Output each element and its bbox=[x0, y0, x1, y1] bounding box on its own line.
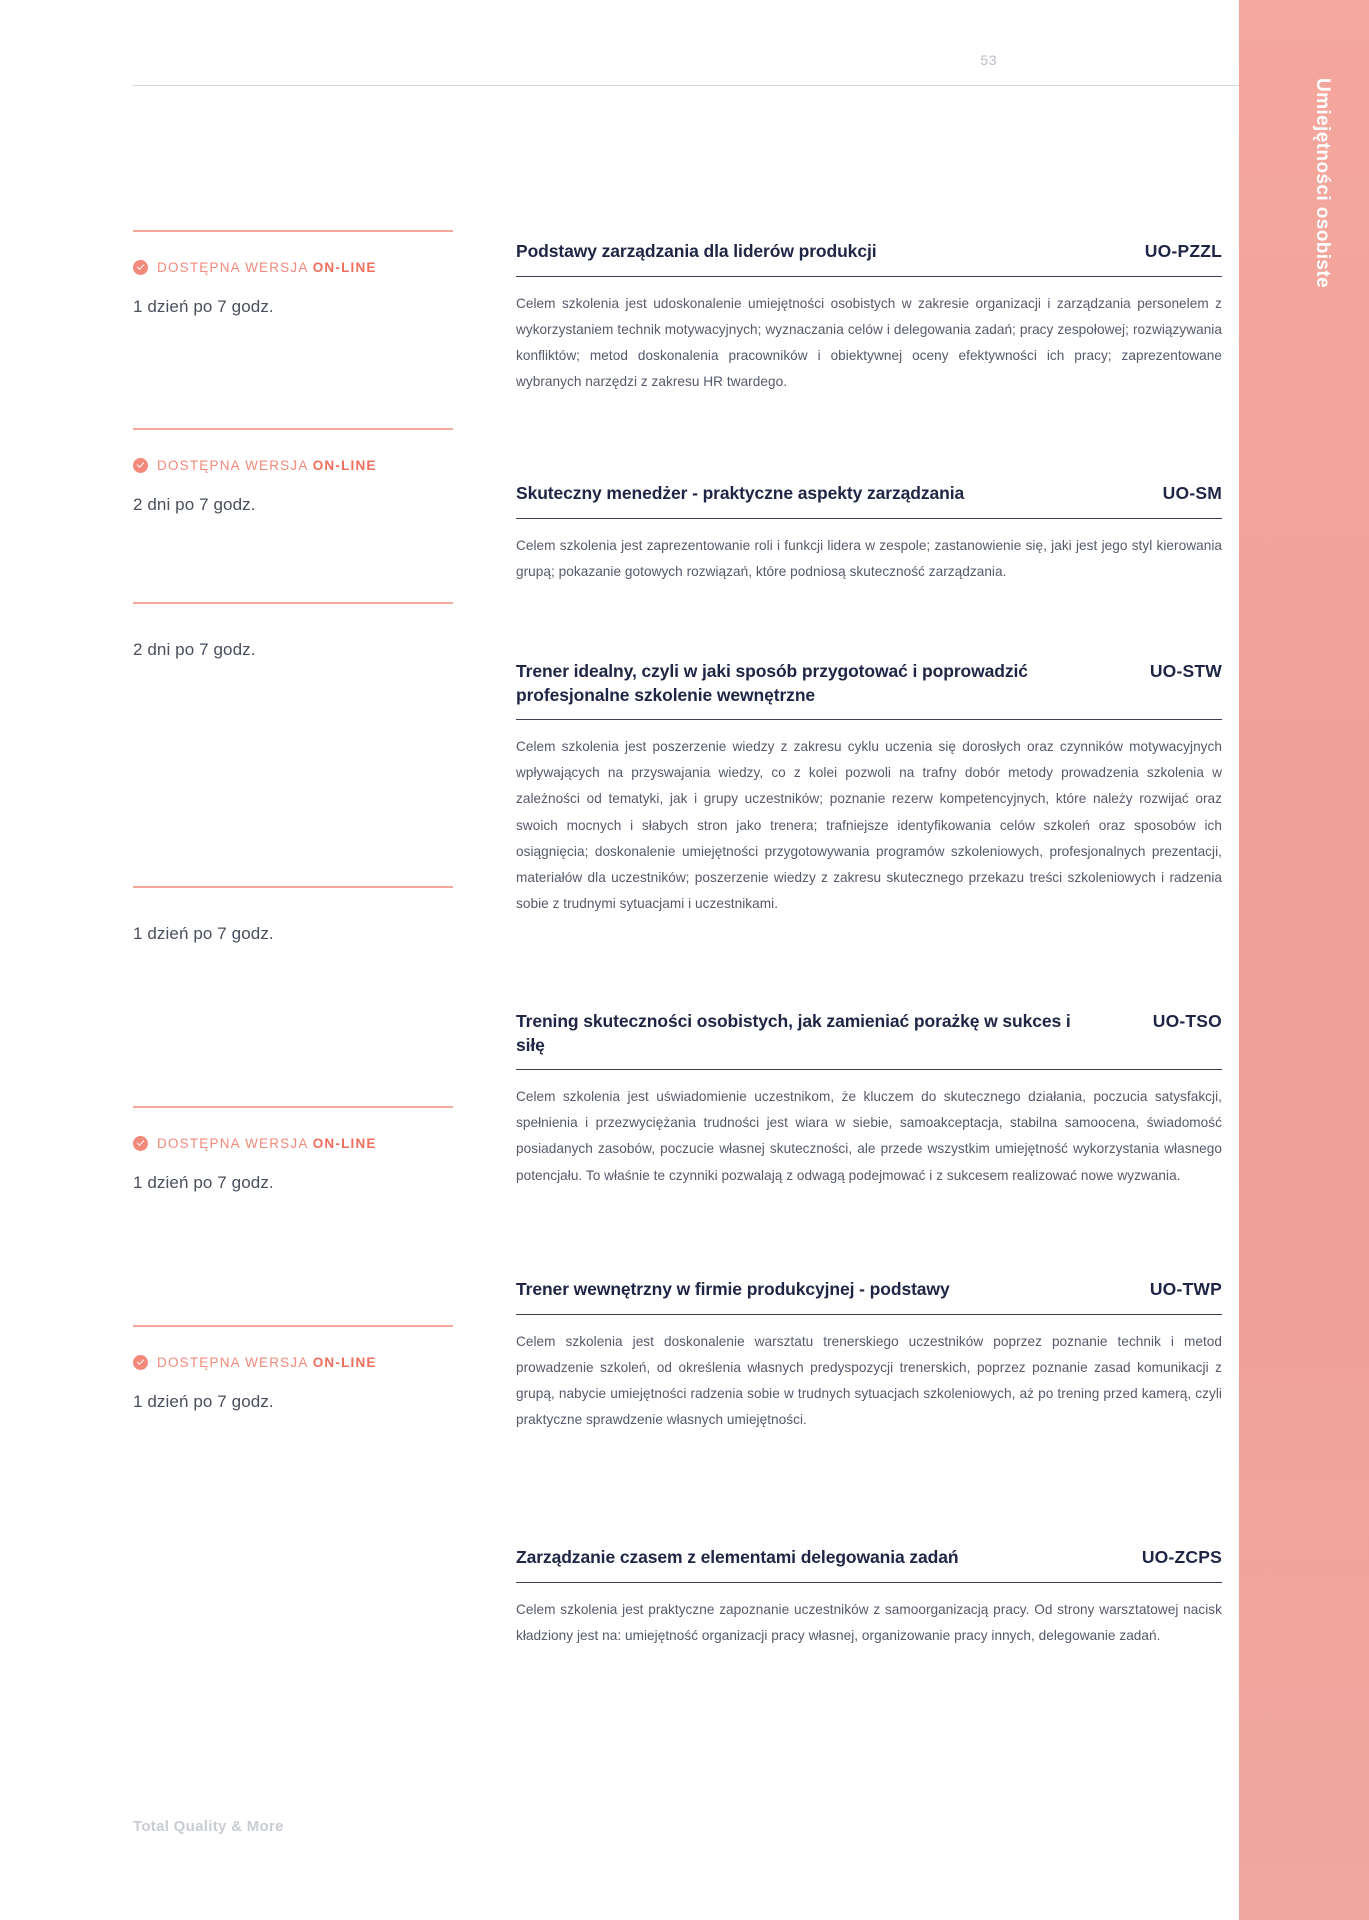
online-availability bbox=[133, 458, 453, 473]
check-circle-icon bbox=[133, 1355, 148, 1370]
course-description: Celem szkolenia jest poszerzenie wiedzy z zakresu cyklu uczenia się dorosłych oraz czynników motywacyjnych wpływających na przyswajania wiedzy, co z kolei pozwoli na trafny dobór metody prowadzenia szkolenia w zależności od tematyki, jak i grupy uczestników; poznanie rezerw kompetencyjnych, które należy rozwijać oraz swoich mocnych i słabych stron jako trenera; trafniejsze identyfikowania celów szkoleń oraz sposobów ich osiągnięcia; doskonalenie umiejętności przygotowywania programów szkoleniowych, profesjonalnych prezentacji, materiałów dla uczestników; poszerzenie wiedzy z zakresu skutecznego przekazu treści szkoleniowych i radzenia sobie z trudnymi sytuacjami i uczestnikami. bbox=[516, 739, 1222, 911]
course-header bbox=[516, 482, 1222, 506]
left-divider bbox=[133, 1106, 453, 1108]
footer-brand: Total Quality & More bbox=[133, 1818, 284, 1835]
course-code: UO-SM bbox=[1162, 483, 1222, 503]
online-availability-label: DOSTĘPNA WERSJA ON-LINE bbox=[157, 458, 377, 473]
check-circle-icon bbox=[133, 260, 148, 275]
left-info-block bbox=[133, 230, 453, 317]
course-title: Podstawy zarządzania dla liderów produkcji bbox=[516, 241, 877, 261]
course-entry bbox=[516, 1546, 1222, 1649]
course-entry bbox=[516, 1010, 1222, 1189]
header-divider bbox=[133, 85, 1239, 86]
online-availability bbox=[133, 1136, 453, 1151]
course-duration: 2 dni po 7 godz. bbox=[133, 495, 256, 514]
check-circle-icon bbox=[133, 458, 148, 473]
left-info-block bbox=[133, 1106, 453, 1193]
course-description: Celem szkolenia jest zaprezentowanie roli i funkcji lidera w zespole; zastanowienie się, jaki jest jego styl kierowania grupą; pokazanie gotowych rozwiązań, które podniosą skuteczność zarządzania. bbox=[516, 537, 1222, 579]
course-title: Trening skuteczności osobistych, jak zamieniać porażkę w sukces i siłę bbox=[516, 1011, 1071, 1055]
course-description: Celem szkolenia jest praktyczne zapoznanie uczestników z samoorganizacją pracy. Od strony warsztatowej nacisk kładziony jest na: umiejętność organizacji pracy własnej, organizowanie pracy innych, delegowanie zadań. bbox=[516, 1601, 1222, 1643]
course-duration: 1 dzień po 7 godz. bbox=[133, 297, 274, 316]
course-divider bbox=[516, 276, 1222, 277]
course-divider bbox=[516, 518, 1222, 519]
left-divider bbox=[133, 428, 453, 430]
course-code: UO-ZCPS bbox=[1141, 1547, 1222, 1567]
course-description: Celem szkolenia jest udoskonalenie umiejętności osobistych w zakresie organizacji i zarządzania personelem z wykorzystaniem technik motywacyjnych; wyznaczania celów i delegowania zadań; pracy zespołowej; rozwiązywania konfliktów; metod doskonalenia pracowników i obiektywnej oceny efektywności ich pracy; zaprezentowane wybranych narzędzi z zakresu HR twardego. bbox=[516, 295, 1222, 389]
left-divider bbox=[133, 602, 453, 604]
course-header bbox=[516, 1278, 1222, 1302]
course-divider bbox=[516, 719, 1222, 720]
course-title: Zarządzanie czasem z elementami delegowania zadań bbox=[516, 1547, 959, 1567]
course-description: Celem szkolenia jest doskonalenie warsztatu trenerskiego uczestników poprzez poznanie technik i metod prowadzenie szkoleń, od określenia własnych predyspozycji trenerskich, poprzez poznanie zasad komunikacji z grupą, nabycie umiejętności radzenia sobie w trudnych sytuacjach szkoleniowych, aż po trening przed kamerą, czyli praktyczne sprawdzenie własnych umiejętności. bbox=[516, 1333, 1222, 1427]
course-entry bbox=[516, 1278, 1222, 1433]
online-availability-label: DOSTĘPNA WERSJA ON-LINE bbox=[157, 1355, 377, 1370]
section-tab bbox=[1239, 0, 1369, 1920]
section-tab-label: Umiejętności osobiste bbox=[1312, 78, 1333, 289]
course-code: UO-TSO bbox=[1152, 1011, 1222, 1031]
course-entry bbox=[516, 660, 1222, 917]
page-number: 53 bbox=[980, 52, 997, 68]
online-availability-label: DOSTĘPNA WERSJA ON-LINE bbox=[157, 1136, 377, 1151]
course-duration: 2 dni po 7 godz. bbox=[133, 640, 256, 659]
left-info-block bbox=[133, 602, 453, 660]
course-title: Trener idealny, czyli w jaki sposób przygotować i poprowadzić profesjonalne szkolenie wewnętrzne bbox=[516, 661, 1028, 705]
course-title: Skuteczny menedżer - praktyczne aspekty zarządzania bbox=[516, 483, 965, 503]
course-title: Trener wewnętrzny w firmie produkcyjnej - podstawy bbox=[516, 1279, 950, 1299]
course-duration: 1 dzień po 7 godz. bbox=[133, 1392, 274, 1411]
course-duration: 1 dzień po 7 godz. bbox=[133, 1173, 274, 1192]
course-header bbox=[516, 1010, 1222, 1057]
course-divider bbox=[516, 1314, 1222, 1315]
online-availability bbox=[133, 260, 453, 275]
left-divider bbox=[133, 886, 453, 888]
course-entry bbox=[516, 240, 1222, 395]
course-header bbox=[516, 240, 1222, 264]
course-header bbox=[516, 1546, 1222, 1570]
course-description: Celem szkolenia jest uświadomienie uczestnikom, że kluczem do skutecznego działania, poczucia satysfakcji, spełnienia i przezwyciężania trudności jest wiara w siebie, samoakceptacja, stabilna samoocena, świadomość posiadanych zasobów, poczucie własnej skuteczności, ale przede wszystkim umiejętność wykorzystania własnego potencjału. To właśnie te czynniki pozwalają z odwagą podejmować i z sukcesem realizować nowe wyzwania. bbox=[516, 1089, 1222, 1183]
course-header bbox=[516, 660, 1222, 707]
course-entry bbox=[516, 482, 1222, 585]
course-divider bbox=[516, 1582, 1222, 1583]
left-divider bbox=[133, 1325, 453, 1327]
course-divider bbox=[516, 1069, 1222, 1070]
course-duration: 1 dzień po 7 godz. bbox=[133, 924, 274, 943]
left-divider bbox=[133, 230, 453, 232]
course-code: UO-TWP bbox=[1149, 1279, 1222, 1299]
left-info-block bbox=[133, 1325, 453, 1412]
course-code: UO-STW bbox=[1149, 661, 1222, 681]
course-code: UO-PZZL bbox=[1144, 241, 1222, 261]
left-info-block bbox=[133, 428, 453, 515]
online-availability-label: DOSTĘPNA WERSJA ON-LINE bbox=[157, 260, 377, 275]
left-info-block bbox=[133, 886, 453, 944]
check-circle-icon bbox=[133, 1136, 148, 1151]
online-availability bbox=[133, 1355, 453, 1370]
